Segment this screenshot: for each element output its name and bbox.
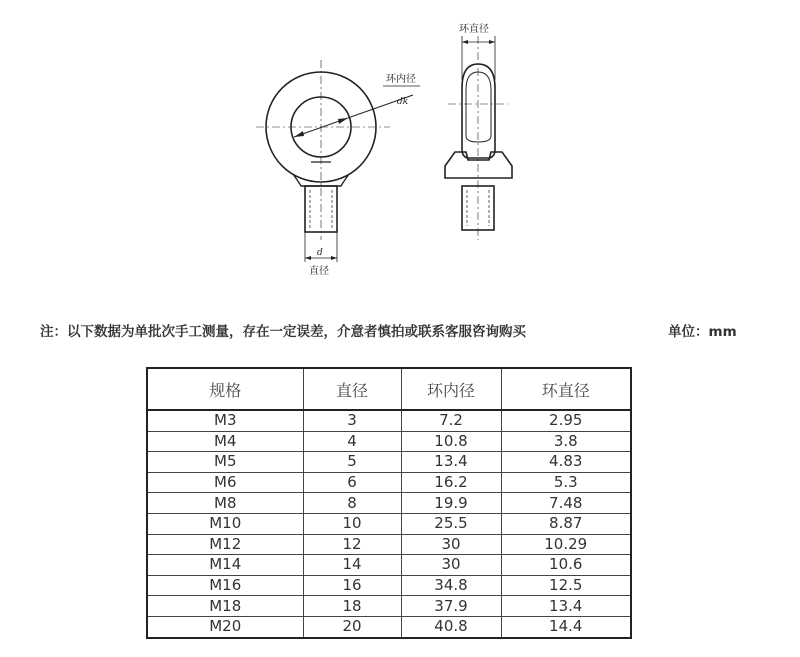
cell-ring-inner: 40.8 [401,616,501,637]
cell-ring-diameter: 10.6 [501,555,631,576]
dk-arrow-right [338,118,348,124]
cell-ring-inner: 30 [401,534,501,555]
cell-ring-diameter: 4.83 [501,452,631,473]
cell-ring-inner: 10.8 [401,431,501,452]
ring-diameter-arrow-right [489,40,495,44]
table-row [147,410,631,431]
dk-dimension-line [294,95,413,137]
header-spec: 规格 [147,368,303,410]
unit-label: 单位：mm [668,324,737,340]
cell-diameter: 18 [303,596,401,617]
cell-diameter: 3 [303,410,401,431]
cell-spec: M14 [147,555,303,576]
cell-spec: M20 [147,616,303,637]
d-label: d [317,248,323,258]
cell-ring-inner: 37.9 [401,596,501,617]
diameter-label: 直径 [309,266,329,277]
cell-diameter: 4 [303,431,401,452]
header-ring-diameter: 环直径 [501,368,631,410]
cell-diameter: 12 [303,534,401,555]
dk-arrow-left [294,131,304,137]
cell-diameter: 10 [303,513,401,534]
table-row [147,452,631,473]
front-view [256,60,420,262]
cell-spec: M8 [147,493,303,514]
cell-spec: M5 [147,452,303,473]
ring-profile-inner [466,72,491,142]
collar [445,152,512,178]
ring-inner-label: 环内径 [386,74,416,85]
cell-ring-diameter: 13.4 [501,596,631,617]
ring-diameter-label: 环直径 [459,24,489,35]
cell-diameter: 20 [303,616,401,637]
eye-bolt-diagram [0,0,800,300]
table-row [147,534,631,555]
cell-diameter: 6 [303,472,401,493]
header-ring-inner: 环内径 [401,368,501,410]
ring-profile-outer [462,64,495,158]
cell-ring-inner: 34.8 [401,575,501,596]
side-view [445,36,512,240]
cell-ring-diameter: 3.8 [501,431,631,452]
cell-ring-inner: 19.9 [401,493,501,514]
cell-spec: M18 [147,596,303,617]
cell-ring-diameter: 2.95 [501,410,631,431]
cell-diameter: 14 [303,555,401,576]
table-row [147,596,631,617]
cell-spec: M16 [147,575,303,596]
d-arrow-right [331,256,337,260]
cell-ring-inner: 30 [401,555,501,576]
header-diameter: 直径 [303,368,401,410]
note-row [40,320,760,344]
cell-diameter: 5 [303,452,401,473]
table-row [147,513,631,534]
cell-ring-diameter: 14.4 [501,616,631,637]
eye-bolt-drawing [0,0,800,300]
cell-spec: M3 [147,410,303,431]
d-arrow-left [305,256,311,260]
cell-spec: M4 [147,431,303,452]
table-row [147,493,631,514]
cell-diameter: 16 [303,575,401,596]
cell-ring-diameter: 8.87 [501,513,631,534]
cell-spec: M10 [147,513,303,534]
table-row [147,616,631,637]
dk-label: dk [397,97,409,107]
cell-ring-inner: 13.4 [401,452,501,473]
table-header-row [147,368,631,410]
table-row [147,472,631,493]
table-row [147,555,631,576]
spec-table [146,367,632,639]
ring-diameter-arrow-left [462,40,468,44]
cell-ring-diameter: 7.48 [501,493,631,514]
cell-ring-inner: 16.2 [401,472,501,493]
cell-diameter: 8 [303,493,401,514]
measurement-note: 注：以下数据为单批次手工测量，存在一定误差，介意者慎拍或联系客服咨询购买 [40,324,526,340]
cell-ring-inner: 25.5 [401,513,501,534]
cell-spec: M6 [147,472,303,493]
table-row [147,431,631,452]
cell-ring-diameter: 12.5 [501,575,631,596]
cell-ring-inner: 7.2 [401,410,501,431]
cell-ring-diameter: 10.29 [501,534,631,555]
table-row [147,575,631,596]
cell-spec: M12 [147,534,303,555]
cell-ring-diameter: 5.3 [501,472,631,493]
